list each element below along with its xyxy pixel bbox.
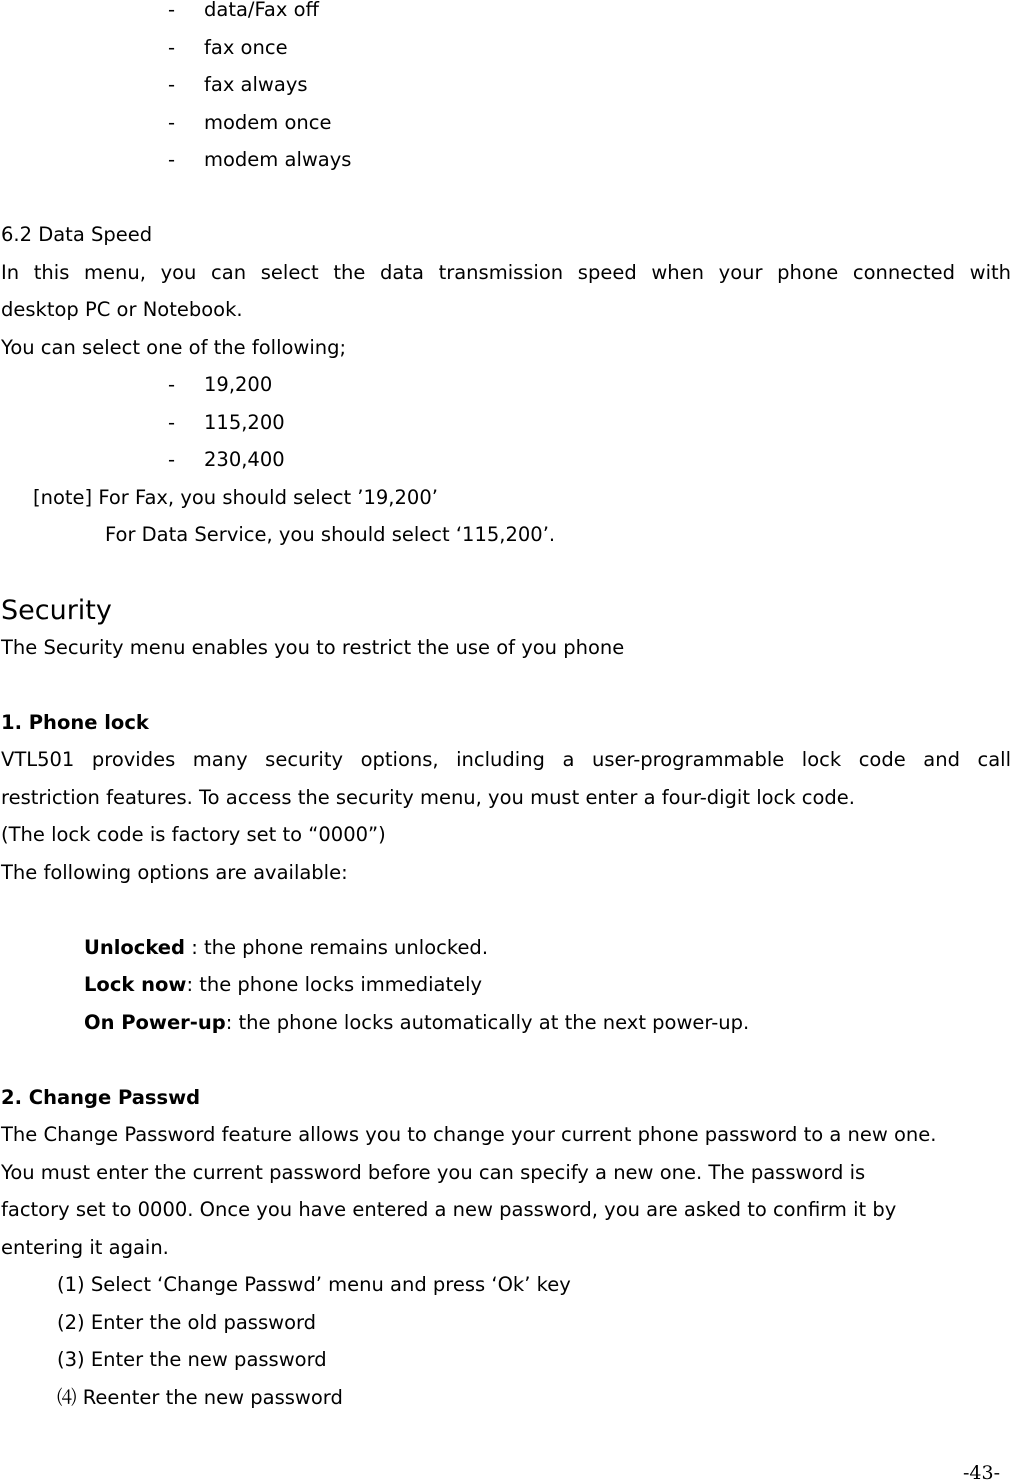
option-description: : the phone remains unlocked. — [185, 936, 489, 959]
page-number: -43- — [963, 1462, 1001, 1484]
paragraph-line: (The lock code is factory set to “0000”) — [1, 823, 386, 846]
bullet-dash: - — [168, 411, 176, 434]
option-description: : the phone locks immediately — [186, 973, 483, 996]
list-item: ⑷ Reenter the new password — [57, 1386, 343, 1409]
bullet-dash: - — [168, 111, 176, 134]
lock-option-lock-now — [84, 975, 482, 995]
paragraph-line: VTL501 provides many security options, including a user-programmable lock code and call — [1, 748, 1011, 771]
list-item: (1) Select ‘Change Passwd’ menu and press ‘Ok’ key — [57, 1273, 571, 1296]
section-heading-change-passwd: 2. Change Passwd — [1, 1086, 201, 1109]
list-item: (3) Enter the new password — [57, 1348, 327, 1371]
bullet-dash: - — [168, 73, 176, 96]
paragraph-line: The Security menu enables you to restrict the use of you phone — [1, 636, 625, 659]
paragraph-line: You must enter the current password before you can specify a new one. The password is — [1, 1161, 866, 1184]
bullet-dash: - — [168, 373, 176, 396]
bullet-dash: - — [168, 148, 176, 171]
paragraph-line: desktop PC or Notebook. — [1, 298, 243, 321]
paragraph-line: You can select one of the following; — [1, 336, 347, 359]
list-item: (2) Enter the old password — [57, 1311, 317, 1334]
list-item-text: data/Fax off — [204, 0, 319, 21]
paragraph-line: The Change Password feature allows you to change your current phone password to a new one. — [1, 1123, 937, 1146]
option-term: Lock now — [84, 973, 187, 996]
paragraph-line: The following options are available: — [1, 861, 348, 884]
option-description: : the phone locks automatically at the next power-up. — [225, 1011, 750, 1034]
section-heading-phone-lock: 1. Phone lock — [1, 711, 149, 734]
section-heading-data-speed: 6.2 Data Speed — [1, 223, 153, 246]
paragraph-line: restriction features. To access the security menu, you must enter a four-digit lock code. — [1, 786, 855, 809]
list-item-text: 19,200 — [204, 373, 273, 396]
option-term: On Power-up — [84, 1011, 226, 1034]
option-term: Unlocked — [84, 936, 185, 959]
list-item-text: modem always — [204, 148, 352, 171]
bullet-dash: - — [168, 36, 176, 59]
note-line: [note] For Fax, you should select ’19,200’ — [33, 486, 438, 509]
paragraph-line: entering it again. — [1, 1236, 169, 1259]
list-item-text: fax always — [204, 73, 308, 96]
paragraph-line: In this menu, you can select the data transmission speed when your phone connected with — [1, 261, 1011, 284]
list-item-text: 230,400 — [204, 448, 285, 471]
bullet-dash: - — [168, 448, 176, 471]
lock-option-unlocked — [84, 938, 488, 958]
list-item-text: modem once — [204, 111, 332, 134]
list-item-text: fax once — [204, 36, 288, 59]
bullet-dash: - — [168, 0, 176, 21]
paragraph-line: factory set to 0000. Once you have entered a new password, you are asked to confirm it by — [1, 1198, 897, 1221]
page-title-security: Security — [1, 595, 112, 626]
note-line: For Data Service, you should select ‘115,200’. — [105, 523, 556, 546]
lock-option-on-power-up — [84, 1013, 749, 1033]
list-item-text: 115,200 — [204, 411, 285, 434]
